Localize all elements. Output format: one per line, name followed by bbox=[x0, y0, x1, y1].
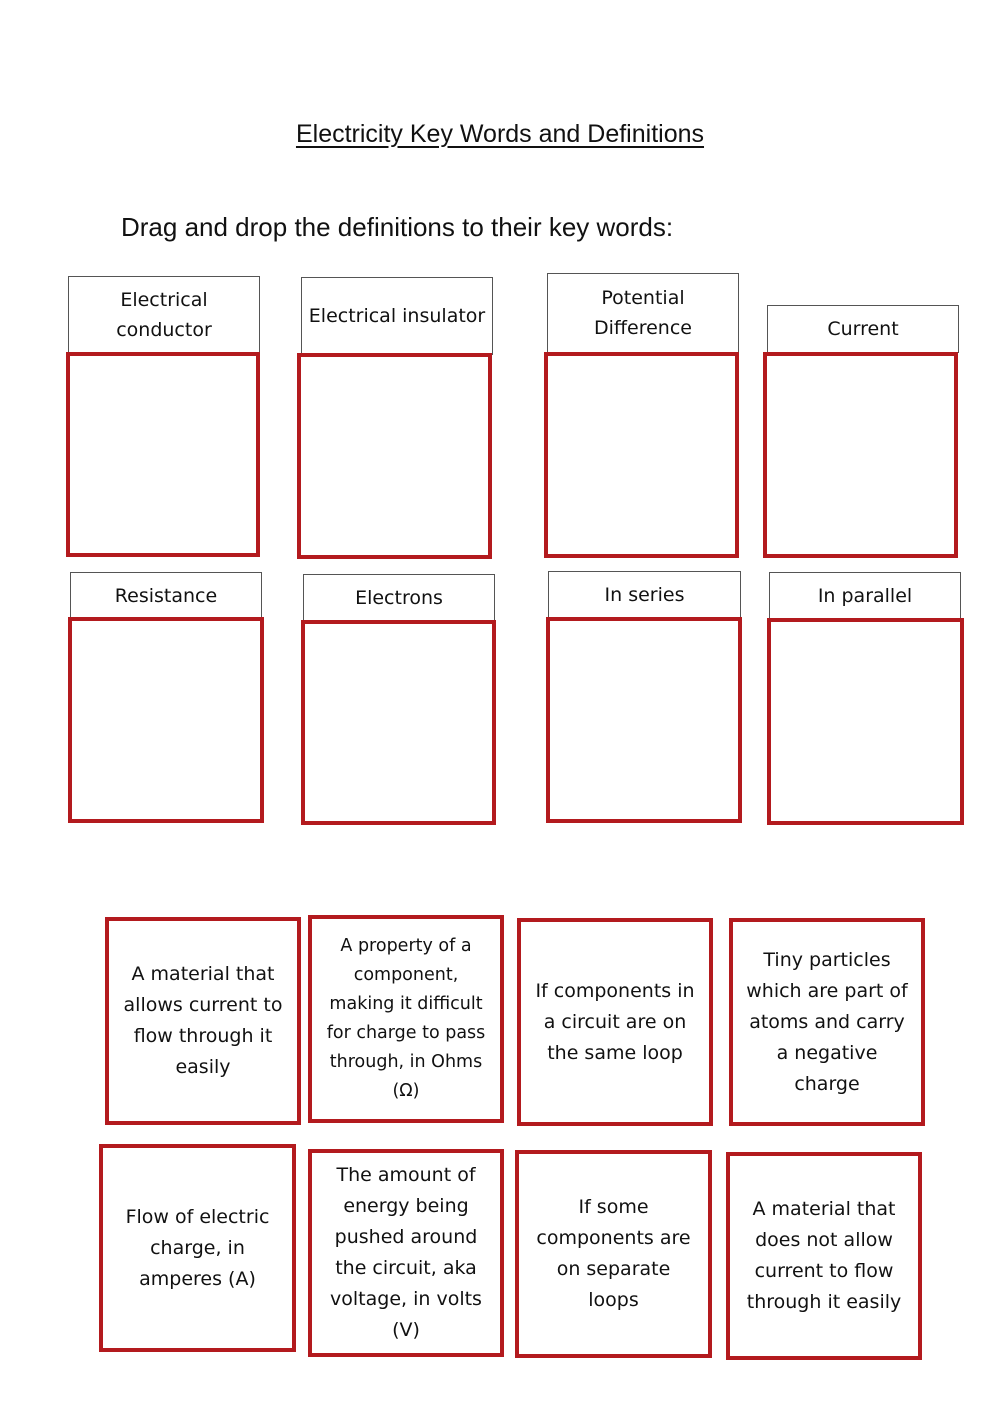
definition-text: A material that does not allow current to flow through it easily bbox=[746, 1198, 902, 1313]
keyword-label-electrons bbox=[303, 574, 495, 622]
keyword-label-text: In series bbox=[604, 583, 685, 606]
keyword-label-text: Current bbox=[827, 318, 899, 340]
definition-card-potential-difference[interactable] bbox=[308, 1149, 504, 1357]
keyword-label-potential-difference bbox=[547, 273, 739, 353]
keyword-label-text: Electrical conductor bbox=[116, 289, 212, 341]
definition-text: A property of a component, making it difficult for charge to pass through, in Ohms (Ω) bbox=[326, 936, 486, 1101]
definition-text: If some components are on separate loops bbox=[536, 1196, 691, 1311]
definition-card-parallel[interactable] bbox=[515, 1150, 712, 1358]
drop-zone-in-series[interactable] bbox=[546, 617, 742, 823]
drop-zone-in-parallel[interactable] bbox=[767, 618, 964, 825]
definition-card-electrons[interactable] bbox=[729, 918, 925, 1126]
definition-card-resistance[interactable] bbox=[308, 915, 504, 1123]
drop-zone-electrical-conductor[interactable] bbox=[66, 352, 260, 557]
keyword-label-electrical-insulator bbox=[301, 277, 493, 355]
keyword-label-in-series bbox=[548, 571, 741, 618]
drop-zone-resistance[interactable] bbox=[68, 617, 264, 823]
definition-card-insulator[interactable] bbox=[726, 1152, 922, 1360]
keyword-label-in-parallel bbox=[769, 572, 961, 620]
definition-card-series[interactable] bbox=[517, 918, 713, 1126]
keyword-label-text: Potential Difference bbox=[594, 287, 692, 339]
definition-text: Tiny particles which are part of atoms and carry a negative charge bbox=[746, 948, 908, 1095]
drop-zone-electrical-insulator[interactable] bbox=[297, 353, 492, 559]
keyword-label-current bbox=[767, 305, 959, 353]
drop-zone-potential-difference[interactable] bbox=[544, 352, 739, 558]
definition-text: If components in a circuit are on the same loop bbox=[535, 979, 695, 1064]
definition-text: The amount of energy being pushed around the circuit, aka voltage, in volts (V) bbox=[330, 1164, 482, 1341]
drop-zone-current[interactable] bbox=[763, 352, 958, 558]
definition-card-current[interactable] bbox=[99, 1144, 296, 1352]
definition-card-conductor[interactable] bbox=[105, 917, 301, 1125]
keyword-label-resistance bbox=[70, 572, 262, 619]
keyword-label-electrical-conductor bbox=[68, 276, 260, 354]
keyword-label-text: In parallel bbox=[817, 585, 913, 607]
definition-text: Flow of electric charge, in amperes (A) bbox=[125, 1205, 270, 1290]
keyword-label-text: Electrical insulator bbox=[308, 305, 486, 327]
page-title: Electricity Key Words and Definitions bbox=[295, 120, 705, 148]
drop-zone-electrons[interactable] bbox=[301, 620, 496, 825]
definition-text: A material that allows current to flow through it easily bbox=[123, 963, 283, 1078]
keyword-label-text: Resistance bbox=[114, 584, 218, 607]
instruction-text: Drag and drop the definitions to their key words: bbox=[121, 212, 674, 242]
keyword-label-text: Electrons bbox=[355, 587, 443, 609]
